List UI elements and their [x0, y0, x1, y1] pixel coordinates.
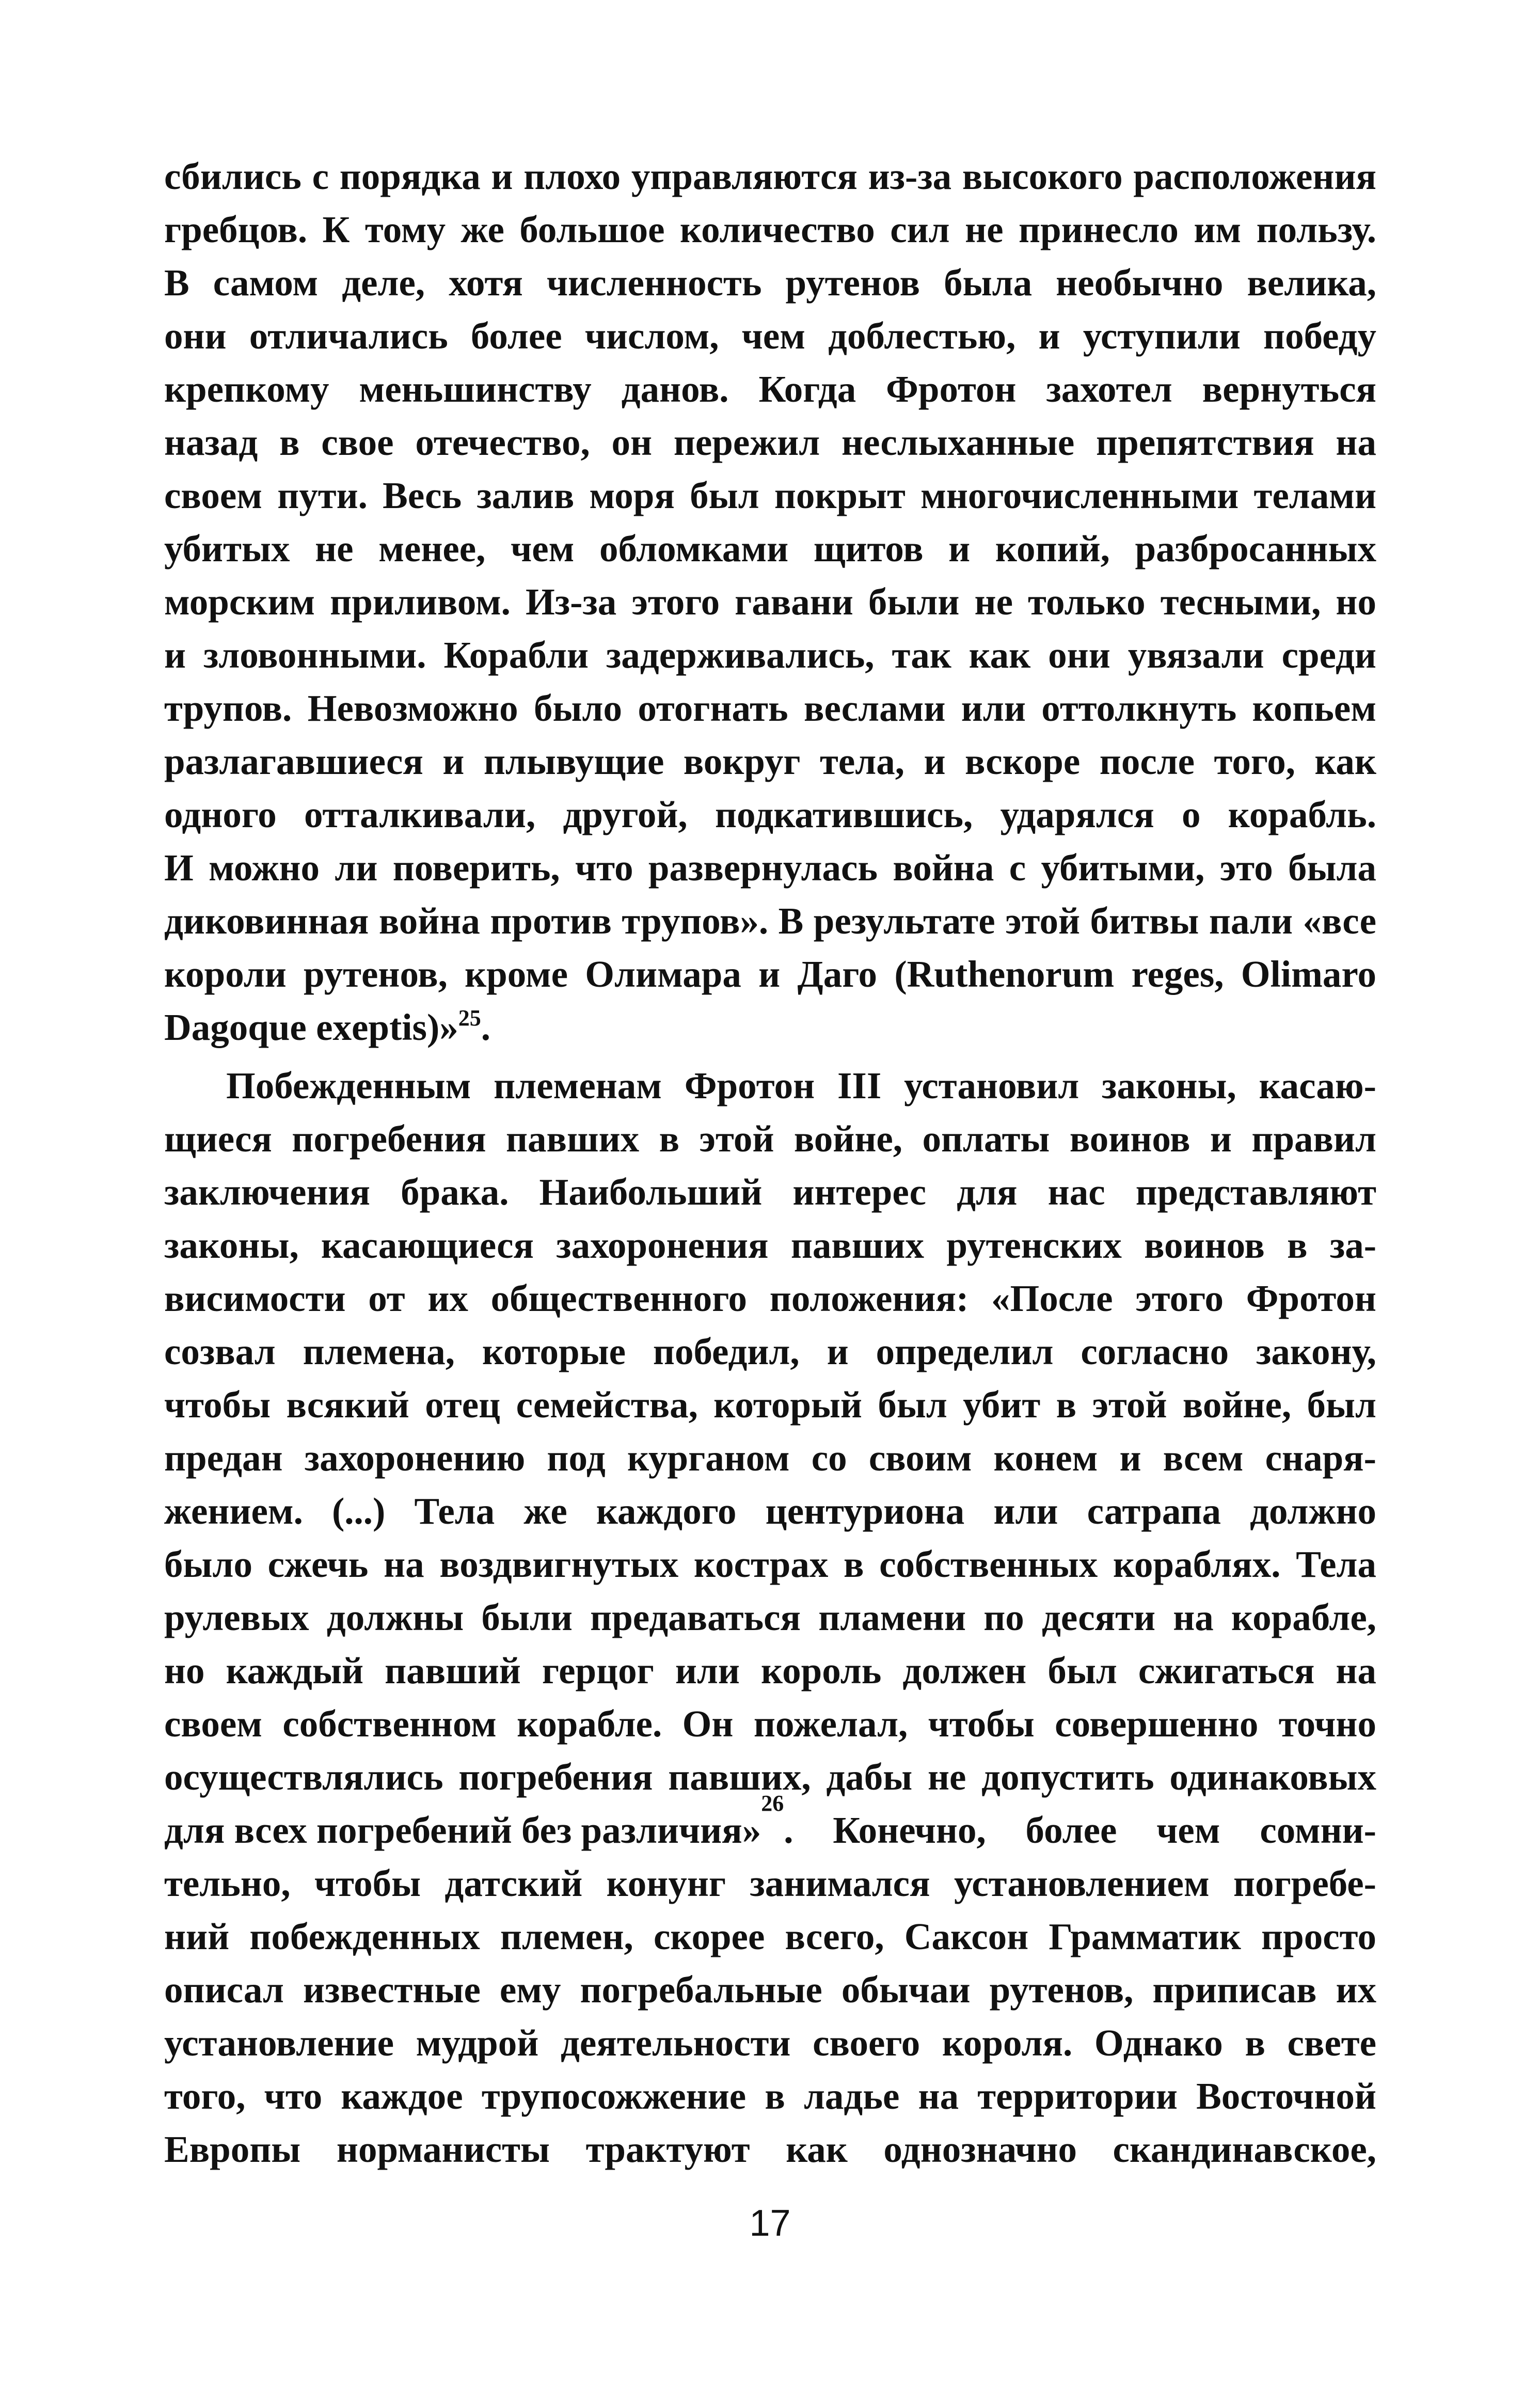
text-fragment: . Конечно, более чем сомни- [784, 1809, 1376, 1851]
text-line: сбились с порядка и плохо управляются из-за высокого расположения [164, 155, 1376, 197]
text-fragment-group [761, 1791, 1376, 1857]
paragraph-2 [164, 1059, 1376, 2176]
text-line: своем пути. Весь залив моря был покрыт многочисленными телами [164, 475, 1376, 516]
text-line: установление мудрой деятельности своего короля. Однако в свете [164, 2022, 1376, 2064]
text-line: предан захоронению под курганом со своим конем и всем снаря- [164, 1437, 1376, 1479]
body-text [164, 150, 1376, 2176]
footnote-ref-25[interactable]: 25 [458, 1005, 481, 1031]
text-line: осуществлялись погребения павших, дабы не допустить одинаковых [164, 1756, 1376, 1798]
text-line: разлагавшиеся и плывущие вокруг тела, и вскоре после того, как [164, 740, 1376, 782]
text-line: было сжечь на воздвигнутых кострах в собственных кораблях. Тела [164, 1543, 1376, 1585]
text-line: трупов. Невозможно было отогнать веслами или оттолкнуть копьем [164, 687, 1376, 729]
text-fragment: . [481, 1006, 491, 1048]
text-line: диковинная война против трупов». В результате этой битвы пали «все [164, 900, 1376, 942]
text-line: чтобы всякий отец семейства, который был убит в этой войне, был [164, 1384, 1376, 1426]
text-line: короли рутенов, кроме Олимара и Даго (Ruthenorum reges, Olimaro [164, 953, 1376, 995]
text-line: гребцов. К тому же большое количество сил не принесло им пользу. [164, 209, 1376, 250]
text-line: И можно ли поверить, что развернулась война с убитыми, это была [164, 847, 1376, 889]
text-fragment: Dagoque exeptis)» [164, 1006, 458, 1048]
text-line: заключения брака. Наибольший интерес для нас представляют [164, 1171, 1376, 1213]
text-line: тельно, чтобы датский конунг занимался установлением погребе- [164, 1862, 1376, 1904]
text-line: и зловонными. Корабли задерживались, так как они увязали среди [164, 634, 1376, 676]
text-line: щиеся погребения павших в этой войне, оплаты воинов и правил [164, 1118, 1376, 1160]
text-line: убитых не менее, чем обломками щитов и копий, разбросанных [164, 528, 1376, 570]
text-line: рулевых должны были предаваться пламени по десяти на корабле, [164, 1596, 1376, 1638]
text-line-last [164, 1001, 1376, 1054]
text-line: они отличались более числом, чем доблестью, и уступили победу [164, 315, 1376, 357]
text-line: назад в свое отечество, он пережил неслыханные препятствия на [164, 421, 1376, 463]
text-line: одного отталкивали, другой, подкатившись, ударялся о корабль. [164, 794, 1376, 835]
paragraph-1 [164, 150, 1376, 1054]
text-fragment: для всех погребений без различия» [164, 1809, 761, 1851]
text-line-first: Побежденным племенам Фротон III установил законы, касаю- [226, 1065, 1376, 1106]
text-line: созвал племена, которые победил, и определил согласно закону, [164, 1331, 1376, 1372]
text-line: своем собственном корабле. Он пожелал, чтобы совершенно точно [164, 1703, 1376, 1745]
text-line: описал известные ему погребальные обычаи рутенов, приписав их [164, 1969, 1376, 2011]
text-line: морским приливом. Из-за этого гавани были не только тесными, но [164, 581, 1376, 623]
text-line: В самом деле, хотя численность рутенов была необычно велика, [164, 262, 1376, 304]
text-line: но каждый павший герцог или король должен был сжигаться на [164, 1650, 1376, 1691]
text-line-footnote [164, 1791, 1376, 1857]
text-line: Европы норманисты трактуют как однозначно скандинавское, [164, 2128, 1376, 2170]
page-number: 17 [749, 2203, 791, 2244]
text-line: законы, касающиеся захоронения павших рутенских воинов в за- [164, 1224, 1376, 1266]
footnote-ref-26[interactable]: 26 [761, 1791, 784, 1816]
text-line: того, что каждое трупосожжение в ладье на территории Восточной [164, 2075, 1376, 2117]
text-line: крепкому меньшинству данов. Когда Фротон захотел вернуться [164, 368, 1376, 410]
text-line: висимости от их общественного положения: «После этого Фротон [164, 1277, 1376, 1319]
text-line: ний побежденных племен, скорее всего, Саксон Грамматик просто [164, 1916, 1376, 1957]
text-line: жением. (...) Тела же каждого центуриона или сатрапа должно [164, 1490, 1376, 1532]
